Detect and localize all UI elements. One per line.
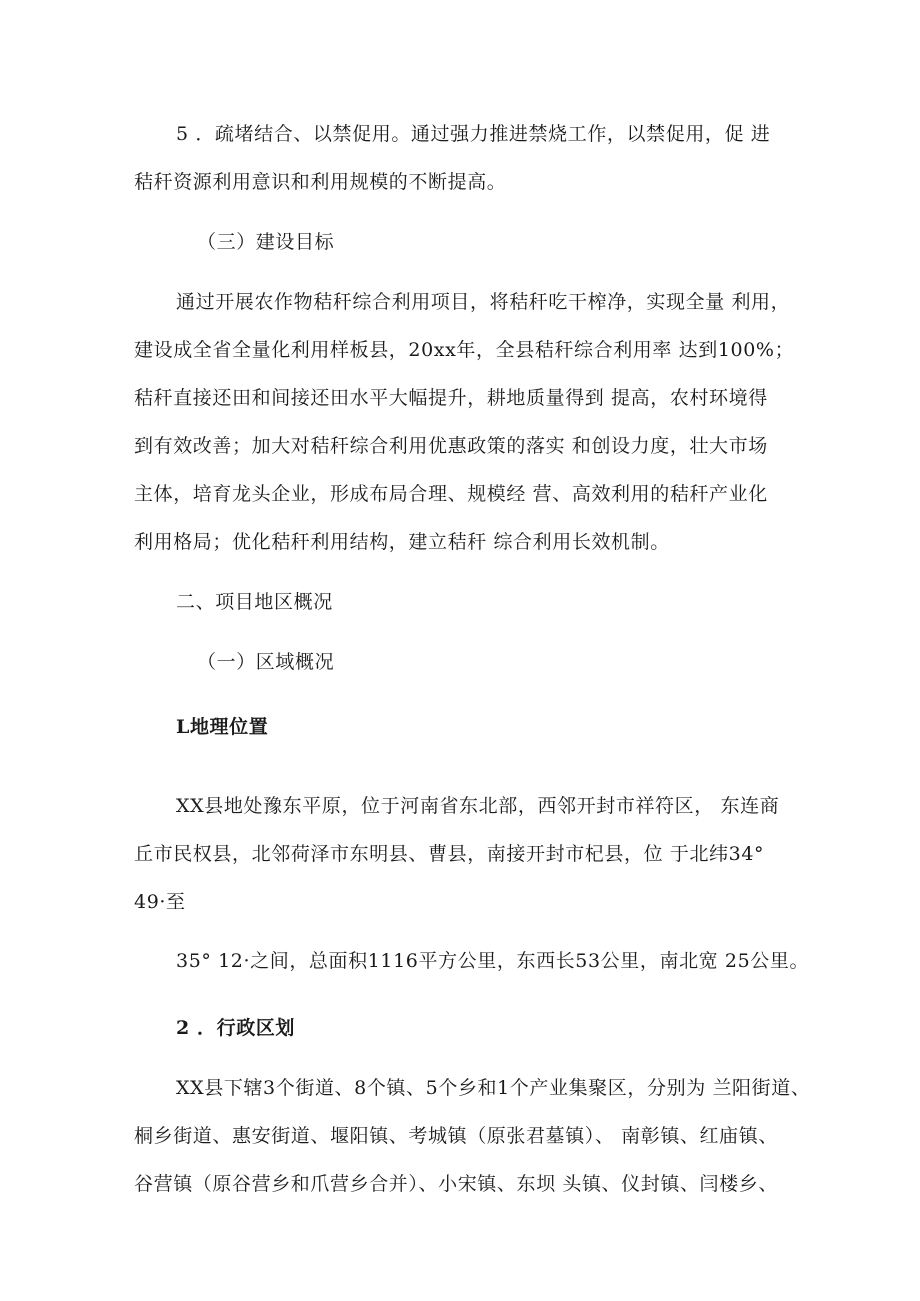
paragraph-goals-line-3: 秸秆直接还田和间接还田水平大幅提升，耕地质量得到 提高，农村环境得: [134, 387, 768, 409]
section-heading-construction-goals: （三）建设目标: [197, 231, 335, 253]
paragraph-admin-line-2: 桐乡街道、惠安街道、堰阳镇、考城镇（原张君墓镇）、 南彰镇、红庙镇、: [134, 1125, 778, 1147]
paragraph-goals-line-1: 通过开展农作物秸秆综合利用项目，将秸秆吃干榨净，实现全量 利用，: [176, 291, 791, 313]
subheading-administrative-division: 2 ．行政区划: [176, 1017, 296, 1039]
chapter-heading-project-area: 二、项目地区概况: [176, 591, 333, 613]
paragraph-location-line-4: 35° 12·之间，总面积1116平方公里，东西长53公里，南北宽 25公里。: [176, 950, 810, 972]
subheading-geographic-location: L地理位置: [176, 716, 269, 738]
paragraph-location-line-1: XX县地处豫东平原，位于河南省东北部，西邻开封市祥符区， 东连商: [176, 795, 780, 817]
section-heading-regional-overview: （一）区域概况: [197, 651, 335, 673]
paragraph-location-line-3: 49·至: [134, 891, 186, 913]
paragraph-goals-line-4: 到有效改善；加大对秸秆综合利用优惠政策的落实 和创设力度，壮大市场: [134, 435, 768, 457]
paragraph-goals-line-6: 利用格局；优化秸秆利用结构，建立秸秆 综合利用长效机制。: [134, 531, 670, 553]
paragraph-admin-line-3: 谷营镇（原谷营乡和爪营乡合并）、小宋镇、东坝 头镇、仪封镇、闫楼乡、: [134, 1173, 778, 1195]
paragraph-goals-line-2: 建设成全省全量化利用样板县，20xx年，全县秸秆综合利用率 达到100%；: [134, 339, 795, 361]
paragraph-location-line-2: 丘市民权县，北邻荷泽市东明县、曹县，南接开封市杞县，位 于北纬34°: [134, 843, 765, 865]
paragraph-admin-line-1: XX县下辖3个街道、8个镇、5个乡和1个产业集聚区，分别为 兰阳街道、: [176, 1077, 811, 1099]
paragraph-measure-5-line-1: 5 ．疏堵结合、以禁促用。通过强力推进禁烧工作，以禁促用，促 进: [176, 123, 771, 145]
paragraph-measure-5-line-2: 秸秆资源利用意识和利用规模的不断提高。: [134, 171, 507, 193]
paragraph-goals-line-5: 主体，培育龙头企业，形成布局合理、规模经 营、高效利用的秸秆产业化: [134, 483, 768, 505]
